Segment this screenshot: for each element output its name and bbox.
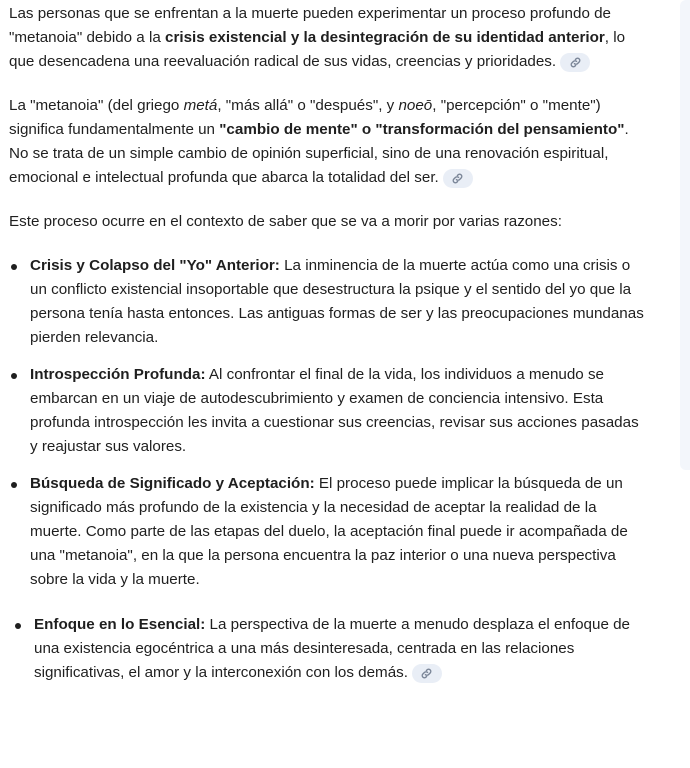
paragraph-text: La "metanoia" (del griego	[9, 97, 184, 114]
link-icon	[420, 667, 433, 680]
paragraph-italic-text: noeō	[398, 97, 433, 114]
paragraph-bold-text: "cambio de mente" o "transformación del pensamiento"	[219, 121, 625, 138]
bullet-point	[11, 373, 17, 379]
paragraph-text: Las personas que se enfrentan a la muerte pueden experimentar un proceso profundo de "metanoia" debido a la	[9, 5, 611, 46]
list-item-title: Búsqueda de Significado y Aceptación:	[30, 475, 315, 492]
list-item-text: La inminencia de la muerte actúa como una crisis o un conflicto existencial insoportable que desestructura la psique y el sentido del yo que la persona tenía hasta entonces. Las antiguas formas de ser y las preocupaciones mundanas pierden relevancia.	[30, 257, 644, 346]
paragraph-intro	[9, 2, 645, 74]
paragraph-text: , "más allá" o "después", y	[217, 97, 399, 114]
source-link-chip[interactable]	[560, 53, 590, 72]
list-item	[9, 363, 645, 459]
response-content	[9, 2, 645, 698]
link-icon	[569, 56, 582, 69]
link-icon	[451, 172, 464, 185]
bullet-point	[11, 264, 17, 270]
bullet-point	[11, 482, 17, 488]
list-item-title: Introspección Profunda:	[30, 366, 206, 383]
list-item-title: Crisis y Colapso del "Yo" Anterior:	[30, 257, 280, 274]
paragraph-text: , lo que desencadena una reevaluación radical de sus vidas, creencias y prioridades.	[9, 29, 626, 70]
source-link-chip[interactable]	[443, 169, 473, 188]
source-link-chip[interactable]	[412, 664, 442, 683]
paragraph-text: . No se trata de un simple cambio de opinión superficial, sino de una renovación espiritual, emocional e intelectual profunda que abarca la totalidad del ser.	[9, 121, 629, 186]
reasons-list	[9, 254, 645, 685]
list-item-text: La perspectiva de la muerte a menudo desplaza el enfoque de una existencia egocéntrica a una más desinteresada, centrada en las relaciones significativas, el amor y la interconexión con los demás.	[34, 616, 631, 681]
list-item	[9, 254, 645, 350]
list-item-text: Al confrontar el final de la vida, los individuos a menudo se embarcan en un viaje de autodescubrimiento y examen de conciencia intensivo. Esta profunda introspección les invita a cuestionar sus creencias, revisar sus acciones pasadas y reajustar sus valores.	[30, 366, 639, 455]
list-item-title: Enfoque en lo Esencial:	[34, 616, 206, 633]
paragraph-metanoia-definition	[9, 94, 645, 190]
list-item	[9, 472, 645, 592]
side-panel-edge	[680, 0, 690, 470]
paragraph-text: , "percepción" o "mente") significa fundamentalmente un	[9, 97, 601, 138]
bullet-point	[15, 623, 21, 629]
list-item	[9, 613, 645, 685]
paragraph-italic-text: metá	[183, 97, 218, 114]
list-item-text: El proceso puede implicar la búsqueda de un significado más profundo de la existencia y la necesidad de aceptar la realidad de la muerte. Como parte de las etapas del duelo, la aceptación final puede ir acompañada de una "metanoia", en la que la persona encuentra la paz interior o una nueva perspectiva sobre la vida y la muerte.	[30, 475, 628, 588]
paragraph-bold-text: crisis existencial y la desintegración de su identidad anterior	[165, 29, 605, 46]
paragraph-reasons-intro: Este proceso ocurre en el contexto de saber que se va a morir por varias razones:	[9, 213, 562, 230]
